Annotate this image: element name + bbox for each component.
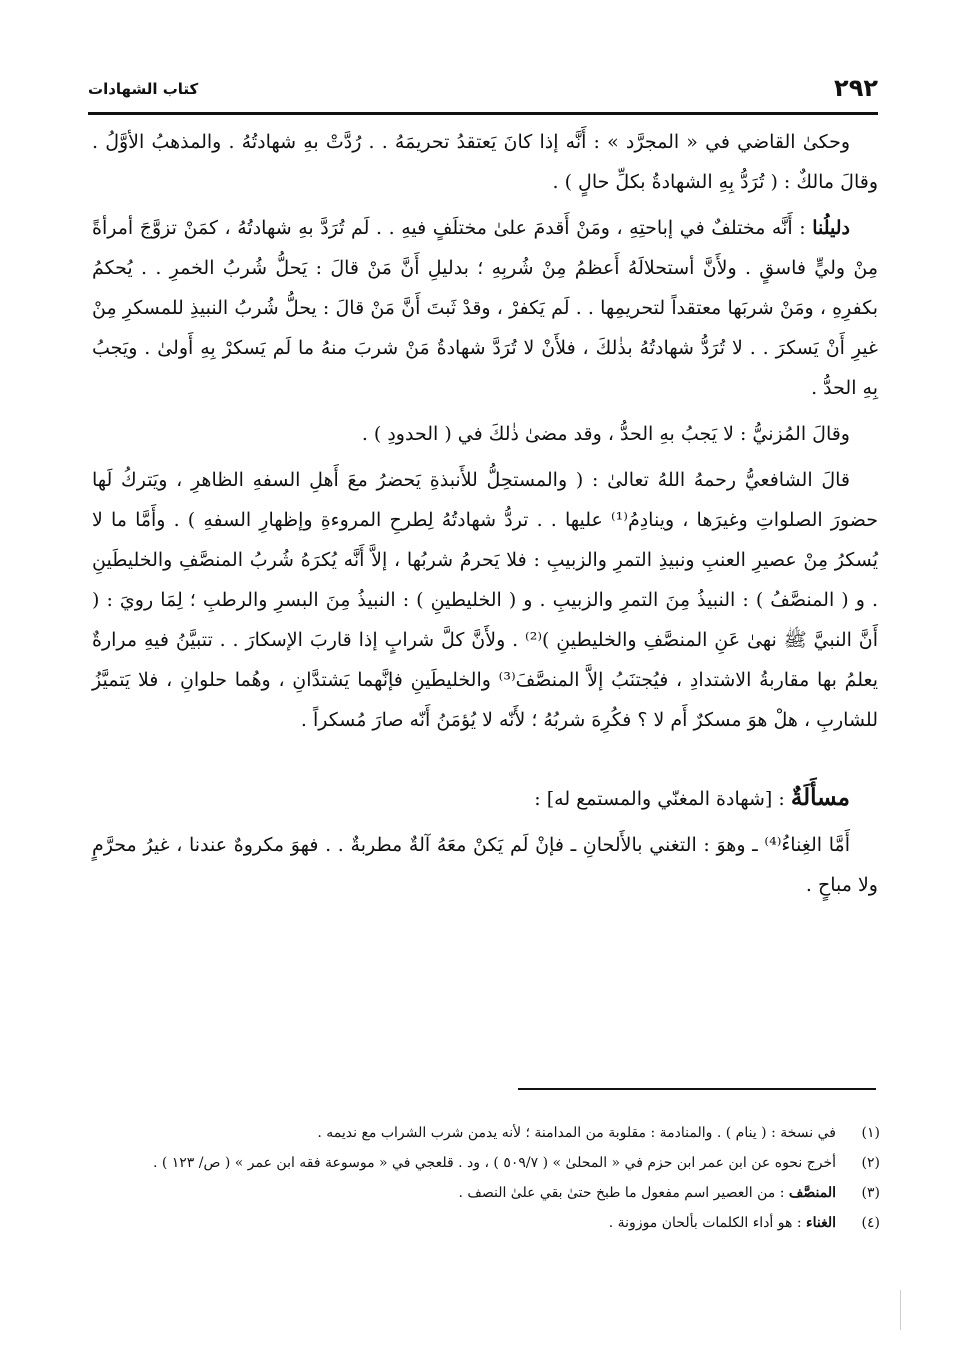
footnote-term: الغناء (806, 1215, 836, 1231)
footnote (120, 1120, 880, 1146)
paragraph-text: وحكىٰ القاضي في « المجرَّد » : أَنَّه إذا كانَ يَعتقدُ تحريمَهُ . . رُدَّتْ بهِ شهادتُهُ . والمذهبُ الأوَّلُ . وقالَ مالكٌ : ( تُرَدُّ بِهِ الشهادةُ بكلِّ حالٍ ) . (92, 131, 878, 193)
footnote-body: أخرج نحوه عن ابن عمر ابن حزم في « المحلىٰ » ( ٥٠٩/٧ ) ، ود . قلعجي في « موسوعة فقه ابن عمر » ( ص/ ١٢٣ ) . (152, 1155, 836, 1171)
footnote-text (120, 1120, 836, 1146)
masala-title: : [شهادة المغنّي والمستمع له] : (534, 788, 785, 810)
paragraph (92, 825, 878, 905)
main-text (92, 122, 878, 911)
masala-heading (92, 778, 878, 819)
paragraph-text: قالَ الشافعيُّ رحمهُ اللهُ تعالىٰ : ( والمستحِلُّ للأَنبذةِ يَحضرُ معَ أَهلِ السفهِ الظاهرِ ، ويَتركُ لَها حضورَ الصلواتِ وغيرَها ، وينادِمُ⁽¹⁾ عليها . . تردُّ شهادتُهُ لِطرحِ المروءةِ وإظهارِ السفهِ ) . وأَمَّا ما لا يُسكرُ مِنْ عصيرِ العنبِ ونبيذِ التمرِ والزبيبِ : فلا يَحرمُ شربُها ، إلاَّ أَنَّه يُكرَهُ شُربُ المنصَّفِ والخليطَينِ . و ( المنصَّفُ ) : النبيذُ مِنَ التمرِ والزبيبِ . و ( الخليطينِ ) : النبيذُ مِنَ البسرِ والرطبِ ؛ لِمَا رويَ : ( أَنَّ النبيَّ ﷺ نهىٰ عَنِ المنصَّفِ والخليطينِ )⁽²⁾ . ولأَنَّ كلَّ شرابٍ إذا قاربَ الإسكارَ . . تتبيَّنُ فيهِ مرارةٌ يعلمُ بها مقاربةُ الاشتدادِ ، فيُجتنَبُ إلاَّ المنصَّفَ⁽³⁾ والخليطَينِ فإنَّهما يَشتدَّانِ ، وهُما حلوانِ ، فلا يَتميَّزُ للشاربِ ، هلْ هوَ مسكرٌ أَم لا ؟ فكُرِهَ شربُهُ ؛ لأَنّه لا يُؤمَنُ أَنّه صارَ مُسكراً . (92, 469, 878, 731)
footnote (120, 1180, 880, 1206)
masala-word: مسأَلَةٌ (790, 784, 850, 811)
footnote-text (120, 1180, 836, 1206)
paragraph (92, 122, 878, 202)
footnote-term: المنصَّف (788, 1185, 836, 1201)
footnotes (120, 1120, 880, 1240)
paragraph-text: : أَنَّه مختلفٌ في إباحتِهِ ، ومَنْ أَقدمَ علىٰ مختلَفٍ فيهِ . . لَم تُرَدَّ بهِ شهادتُهُ ، كمَنْ تزوَّجَ أمرأةً مِنْ وليٍّ فاسقٍ . ولأَنَّ أستحلالَهُ أَعظمُ مِنْ شُربِهِ ؛ بدليلِ أَنَّ مَنْ قالَ : يَحلُّ شُربُ الخمرِ . . يُحكمُ بكفرِهِ ، ومَنْ شربَها معتقداً لتحريمِها . . لَم يَكفرْ ، وقدْ ثَبتَ أَنَّ مَنْ قالَ : يحلُّ شُربُ النبيذِ للمسكرِ مِنْ غيرِ أَنْ يَسكرَ . . لا تُرَدُّ شهادتُهُ بذٰلكَ ، فلأَنْ لا تُرَدَّ شهادةُ مَنْ شربَ منهُ ما لَم يَسكرْ بِهِ أَولىٰ . ويَجبُ بِهِ الحدُّ . (92, 217, 878, 399)
page-header (88, 74, 878, 106)
footnote-body: : هو أداء الكلمات بألحان موزونة . (608, 1215, 802, 1231)
paragraph-lead: دليلُنا (812, 217, 850, 239)
footnote-text (120, 1150, 836, 1176)
footnote-body: في نسخة : ( ينام ) . والمنادمة : مقلوبة من المدامنة ؛ لأنه يدمن شرب الشراب مع نديمه . (317, 1125, 836, 1141)
page-number: ٢٩٢ (834, 74, 878, 102)
paragraph (92, 414, 878, 454)
paragraph-text: وقالَ المُزنيُّ : لا يَجبُ بهِ الحدُّ ، وقد مضىٰ ذٰلكَ في ( الحدودِ ) . (361, 423, 850, 445)
footnote (120, 1150, 880, 1176)
scan-edge-mark (900, 1290, 901, 1330)
paragraph-text: أَمَّا الغِناءُ⁽⁴⁾ ـ وهوَ : التغني بالأَلحانِ ـ فإنْ لَم يَكنْ معَهُ آلةٌ مطربةٌ . . فهوَ مكروهٌ عندنا ، غيرُ محرَّمٍ ولا مباحٍ . (92, 834, 878, 896)
footnote-body: : من العصير اسم مفعول ما طبخ حتىٰ بقي علىٰ النصف . (458, 1185, 785, 1201)
paragraph (92, 208, 878, 408)
footnote-rule (518, 1088, 876, 1090)
footnote-number: (٣) (861, 1185, 880, 1201)
running-title: كتاب الشهادات (88, 80, 199, 98)
footnote-text (120, 1210, 836, 1236)
footnote-number: (٤) (861, 1215, 880, 1231)
footnote (120, 1210, 880, 1236)
footnote-number: (١) (861, 1125, 880, 1141)
paragraph (92, 460, 878, 740)
header-rule (88, 112, 878, 115)
footnote-number: (٢) (861, 1155, 880, 1171)
